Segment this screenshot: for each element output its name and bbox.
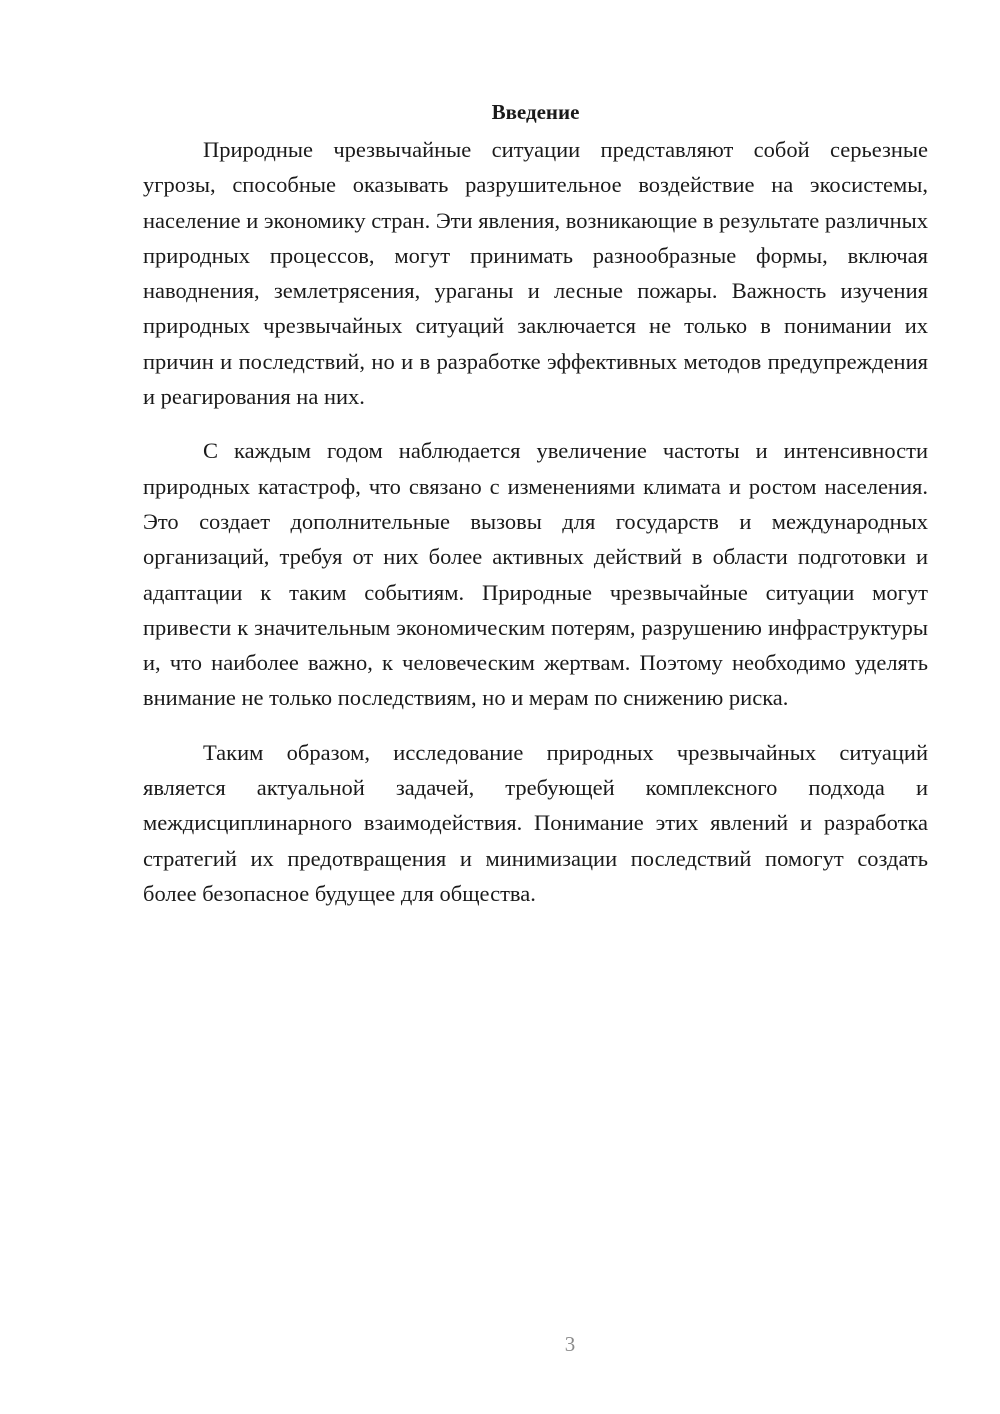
page-content — [143, 96, 928, 930]
page-number: 3 — [564, 1332, 576, 1356]
section-title: Введение — [491, 100, 580, 124]
paragraph-3: Таким образом, исследование природных чрезвычайных ситуаций является актуальной задачей, требующей комплексного подхода и междисциплинарного взаимодействия. Понимание этих явлений и разработка стратегий их предотвращения и минимизации последствий помогут создать более безопасное будущее для общества. — [143, 739, 928, 906]
paragraph-2: С каждым годом наблюдается увеличение частоты и интенсивности природных катастроф, что связано с изменениями климата и ростом населения. Это создает дополнительные вызовы для государств и международных организаций, требуя от них более активных действий в области подготовки и адаптации к таким событиям. Природные чрезвычайные ситуации могут привести к значительным экономическим потерям, разрушению инфраструктуры и, что наиболее важно, к человеческим жертвам. Поэтому необходимо уделять внимание не только последствиям, но и мерам по снижению риска. — [143, 438, 928, 711]
paragraph-1: Природные чрезвычайные ситуации представляют собой серьезные угрозы, способные оказывать разрушительное воздействие на экосистемы, население и экономику стран. Эти явления, возникающие в результате различных природных процессов, могут принимать разнообразные формы, включая наводнения, землетрясения, ураганы и лесные пожары. Важность изучения природных чрезвычайных ситуаций заключается не только в понимании их причин и последствий, но и в разработке эффективных методов предупреждения и реагирования на них. — [143, 137, 928, 410]
